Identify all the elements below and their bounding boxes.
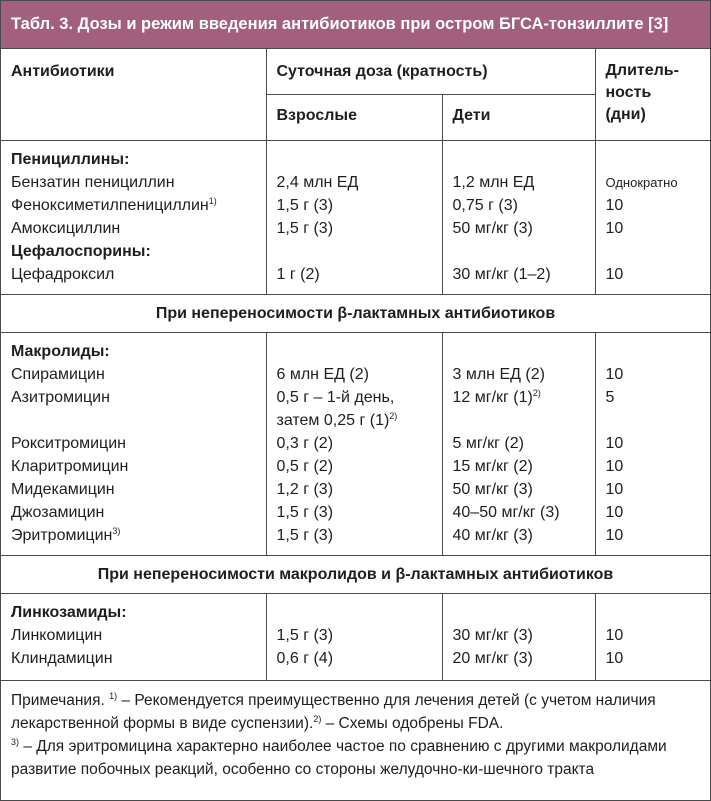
table-row xyxy=(1,363,710,386)
header-duration-line3: (дни) xyxy=(605,106,646,123)
header-adults: Взрослые xyxy=(276,107,357,124)
adult-dose-line2: затем 0,25 г (1) xyxy=(276,412,390,429)
child-dose: 50 мг/кг (3) xyxy=(452,220,533,237)
table-row xyxy=(1,432,710,455)
child-dose: 40–50 мг/кг (3) xyxy=(452,504,560,521)
table-row xyxy=(1,501,710,524)
child-dose: 12 мг/кг (1) xyxy=(452,389,533,406)
group-label-lincosamides: Линкозамиды: xyxy=(11,604,127,621)
duration: 10 xyxy=(605,527,624,544)
group-label-macrolides: Макролиды: xyxy=(11,343,110,360)
child-dose: 3 млн ЕД (2) xyxy=(452,366,545,383)
section-beta-lactam-intolerance: При непереносимости β-лактамных антибиотиков xyxy=(155,305,556,322)
footnote-mark: 1) xyxy=(208,196,217,206)
drug-name: Рокситромицин xyxy=(11,435,126,452)
header-duration-line2: ность xyxy=(605,84,652,101)
adult-dose: 0,5 г – 1-й день, xyxy=(276,389,395,406)
header-row-1 xyxy=(1,49,710,95)
duration: 10 xyxy=(605,504,624,521)
adult-dose: 0,3 г (2) xyxy=(276,435,334,452)
adult-dose: 1,2 г (3) xyxy=(276,481,334,498)
table-title: Табл. 3. Дозы и режим введения антибиотиков при остром БГСА-тонзиллите [3] xyxy=(1,1,710,49)
footnote-mark: 3) xyxy=(11,737,20,747)
footnote-mark: 1) xyxy=(109,691,118,701)
drug-name: Бензатин пенициллин xyxy=(11,174,175,191)
drug-name: Цефадроксил xyxy=(11,266,115,283)
child-dose: 5 мг/кг (2) xyxy=(452,435,524,452)
drug-name: Линкомицин xyxy=(11,627,103,644)
table-row xyxy=(1,386,710,432)
table-row xyxy=(1,647,710,680)
antibiotics-table xyxy=(1,49,710,680)
child-dose: 20 мг/кг (3) xyxy=(452,650,533,667)
child-dose: 15 мг/кг (2) xyxy=(452,458,533,475)
table-notes xyxy=(1,680,710,781)
group-label-penicillins: Пенициллины: xyxy=(11,151,130,168)
adult-dose: 1,5 г (3) xyxy=(276,197,334,214)
drug-name: Джозамицин xyxy=(11,504,105,521)
footnote-mark: 2) xyxy=(389,411,398,421)
duration: 10 xyxy=(605,197,624,214)
group-label-row xyxy=(1,594,710,625)
table-row xyxy=(1,478,710,501)
adult-dose: 1 г (2) xyxy=(276,266,320,283)
group-label-row xyxy=(1,240,710,263)
adult-dose: 1,5 г (3) xyxy=(276,504,334,521)
header-children: Дети xyxy=(452,107,491,124)
duration: 10 xyxy=(605,366,624,383)
drug-name: Азитромицин xyxy=(11,389,110,406)
drug-name: Спирамицин xyxy=(11,366,105,383)
group-label-cephalosporins: Цефалоспорины: xyxy=(11,243,151,260)
child-dose: 30 мг/кг (3) xyxy=(452,627,533,644)
group-label-row xyxy=(1,333,710,364)
table-row xyxy=(1,455,710,478)
section-row xyxy=(1,556,710,594)
header-daily-dose: Суточная доза (кратность) xyxy=(276,63,488,80)
header-antibiotics: Антибиотики xyxy=(11,63,115,80)
drug-name: Амоксициллин xyxy=(11,220,121,237)
group-label-row xyxy=(1,141,710,172)
section-macrolide-intolerance: При непереносимости макролидов и β-лактамных антибиотиков xyxy=(97,566,614,583)
drug-name: Эритромицин xyxy=(11,527,113,544)
table-row xyxy=(1,194,710,217)
table-row xyxy=(1,171,710,194)
child-dose: 40 мг/кг (3) xyxy=(452,527,533,544)
drug-name: Мидекамицин xyxy=(11,481,115,498)
adult-dose: 1,5 г (3) xyxy=(276,627,334,644)
adult-dose: 2,4 млн ЕД xyxy=(276,174,359,191)
child-dose: 50 мг/кг (3) xyxy=(452,481,533,498)
notes-prefix: Примечания. xyxy=(11,692,105,709)
adult-dose: 6 млн ЕД (2) xyxy=(276,366,369,383)
footnote-mark: 2) xyxy=(532,388,541,398)
child-dose: 0,75 г (3) xyxy=(452,197,518,214)
duration: 10 xyxy=(605,650,624,667)
duration: 10 xyxy=(605,627,624,644)
drug-name: Феноксиметилпенициллин xyxy=(11,197,209,214)
note-1-text: – Рекомендуется преимущественно для лечения детей (с учетом наличия лекарственной формы в виде суспензии). xyxy=(11,692,656,732)
duration: Однократно xyxy=(605,175,678,190)
section-row xyxy=(1,295,710,333)
duration: 10 xyxy=(605,435,624,452)
drug-name: Клиндамицин xyxy=(11,650,113,667)
table-row xyxy=(1,624,710,647)
table-row xyxy=(1,217,710,240)
header-duration-line1: Длитель- xyxy=(605,62,679,79)
adult-dose: 1,5 г (3) xyxy=(276,220,334,237)
note-3-text: – Для эритромицина характерно наиболее частое по сравнению с другими макролидами развитие побочных реакций, особенно со стороны желудочно-ки-шечного тракта xyxy=(11,738,667,778)
adult-dose: 1,5 г (3) xyxy=(276,527,334,544)
duration: 5 xyxy=(605,389,615,406)
adult-dose: 0,5 г (2) xyxy=(276,458,334,475)
table-row xyxy=(1,524,710,556)
drug-name: Кларитромицин xyxy=(11,458,129,475)
child-dose: 1,2 млн ЕД xyxy=(452,174,535,191)
duration: 10 xyxy=(605,220,624,237)
duration: 10 xyxy=(605,266,624,283)
note-2-text: – Схемы одобрены FDA. xyxy=(321,715,504,732)
footnote-mark: 2) xyxy=(313,714,322,724)
table-row xyxy=(1,263,710,295)
duration: 10 xyxy=(605,481,624,498)
duration: 10 xyxy=(605,458,624,475)
footnote-mark: 3) xyxy=(112,526,121,536)
adult-dose: 0,6 г (4) xyxy=(276,650,334,667)
child-dose: 30 мг/кг (1–2) xyxy=(452,266,551,283)
